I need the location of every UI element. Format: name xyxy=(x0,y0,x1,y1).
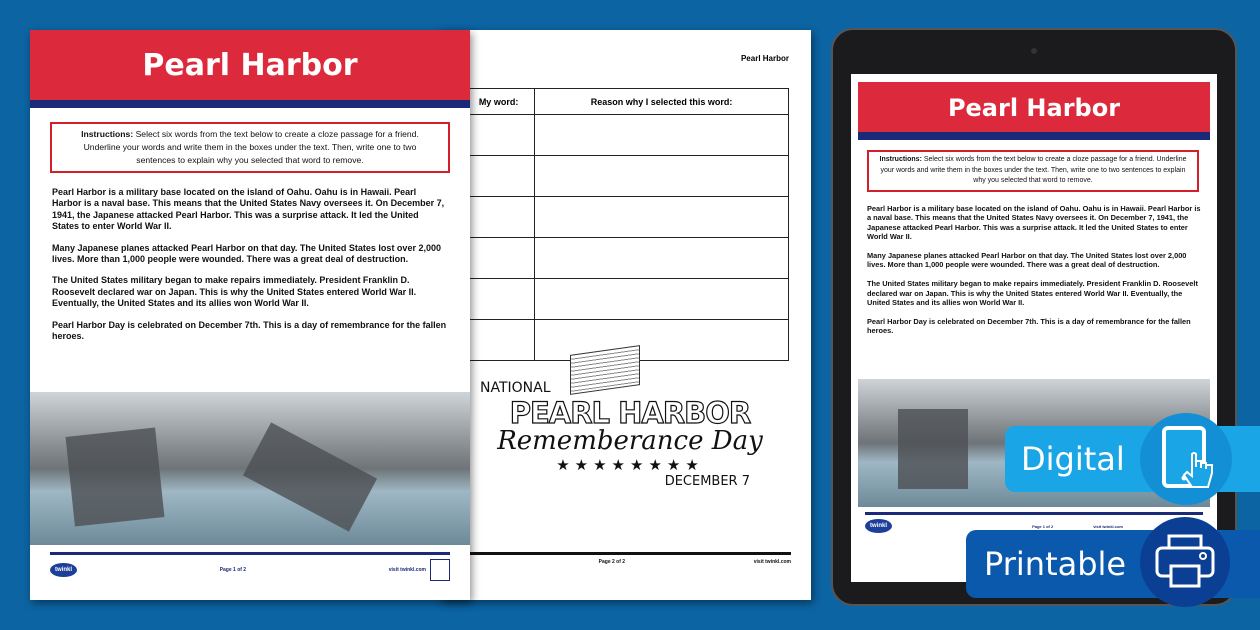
column-header: My word: xyxy=(463,89,535,115)
paragraph: The United States military began to make repairs immediately. President Franklin D. Roosevelt declared war on Japan. This is why the United States entered World War II. Eventually, the United States and its allies won World War II. xyxy=(52,275,417,309)
harbor-illustration xyxy=(30,392,470,545)
instructions-text: Select six words from the text below to create a cloze passage for a friend. Underline your words and write them in the boxes under the text. Then, write one to two sentences to explain why you selected that word to remove. xyxy=(83,129,419,165)
reason-cell[interactable] xyxy=(535,238,789,279)
page-title: Pearl Harbor xyxy=(858,82,1210,140)
page-number: Page 1 of 2 xyxy=(1032,523,1054,529)
page-title: Pearl Harbor xyxy=(740,54,789,63)
stars-icon: ★★★★★★★★ xyxy=(556,456,704,474)
paragraph: The United States military began to make repairs immediately. President Franklin D. Roosevelt declared war on Japan. This is why the United States entered World War II. Eventually, the United States and its allies won World War II. xyxy=(867,279,1198,308)
reason-cell[interactable] xyxy=(535,156,789,197)
page-footer xyxy=(470,552,791,565)
reason-cell[interactable] xyxy=(535,115,789,156)
word-cell[interactable] xyxy=(463,279,535,320)
reason-cell[interactable] xyxy=(535,197,789,238)
emblem-text: NATIONAL xyxy=(480,380,551,396)
paragraph: Pearl Harbor is a military base located on the island of Oahu. Oahu is in Hawaii. Pearl Harbor is a naval base. This means that the United States Navy oversees it. On December 7, 1941, the Japanese attacked Pearl Harbor. This was a surprise attack. It led the United States to enter World War II. xyxy=(52,187,445,232)
table-row xyxy=(463,279,789,320)
instructions-box xyxy=(867,150,1199,192)
twinkl-logo: twinkl xyxy=(865,519,892,533)
instructions-label: Instructions: xyxy=(81,129,134,139)
site-link[interactable]: visit twinkl.com xyxy=(1093,523,1123,529)
instructions-label: Instructions: xyxy=(879,156,922,163)
worksheet-page-2 xyxy=(440,30,811,600)
table-row xyxy=(463,115,789,156)
word-table xyxy=(462,88,789,361)
emblem-text: DECEMBER 7 xyxy=(664,474,750,489)
worksheet-page-1 xyxy=(30,30,470,600)
paragraph: Pearl Harbor Day is celebrated on December 7th. This is a day of remembrance for the fallen heroes. xyxy=(52,319,447,342)
reason-cell[interactable] xyxy=(535,279,789,320)
emblem-text: Rememberance Day xyxy=(497,426,763,456)
tablet-touch-icon xyxy=(1140,413,1232,505)
paragraph: Many Japanese planes attacked Pearl Harbor on that day. The United States lost over 2,000 lives. More than 1,000 people were wounded. There was a great deal of destruction. xyxy=(52,242,441,265)
tablet-screen[interactable] xyxy=(851,74,1217,582)
site-link[interactable]: visit twinkl.com xyxy=(753,559,791,565)
quality-badge-icon xyxy=(430,559,450,581)
word-cell[interactable] xyxy=(463,238,535,279)
passage xyxy=(851,192,1217,337)
printable-label: Printable xyxy=(984,545,1127,583)
column-header: Reason why I selected this word: xyxy=(535,89,789,115)
page-number: Page 2 of 2 xyxy=(598,559,626,565)
passage xyxy=(30,173,470,342)
instructions-box xyxy=(50,122,450,173)
printer-icon xyxy=(1140,517,1230,607)
digital-label: Digital xyxy=(1021,440,1125,478)
word-cell[interactable] xyxy=(463,115,535,156)
twinkl-logo: twinkl xyxy=(50,563,77,577)
table-row xyxy=(463,238,789,279)
table-row xyxy=(463,197,789,238)
paragraph: Pearl Harbor Day is celebrated on December 7th. This is a day of remembrance for the fallen heroes. xyxy=(867,316,1191,336)
table-row xyxy=(463,156,789,197)
page-footer xyxy=(50,552,450,581)
word-cell[interactable] xyxy=(463,156,535,197)
word-cell[interactable] xyxy=(463,320,535,361)
emblem-text: PEARL HARBOR xyxy=(509,396,751,430)
instructions-text: Select six words from the text below to create a cloze passage for a friend. Underline your words and write them in the boxes under the text. Then, write one to two sentences to explain why you selected that word to remove. xyxy=(880,156,1187,184)
camera-icon xyxy=(1031,48,1037,54)
page-number: Page 1 of 2 xyxy=(219,567,247,573)
remembrance-day-emblem xyxy=(470,380,790,489)
site-link[interactable]: visit twinkl.com xyxy=(388,567,426,573)
paragraph: Many Japanese planes attacked Pearl Harbor on that day. The United States lost over 2,000 lives. More than 1,000 people were wounded. There was a great deal of destruction. xyxy=(867,250,1187,270)
page-title: Pearl Harbor xyxy=(30,30,470,108)
word-cell[interactable] xyxy=(463,197,535,238)
paragraph: Pearl Harbor is a military base located on the island of Oahu. Oahu is in Hawaii. Pearl Harbor is a naval base. This means that the United States Navy oversees it. On December 7, 1941, the Japanese attacked Pearl Harbor. This was a surprise attack. It led the United States to enter World War II. xyxy=(867,203,1201,242)
